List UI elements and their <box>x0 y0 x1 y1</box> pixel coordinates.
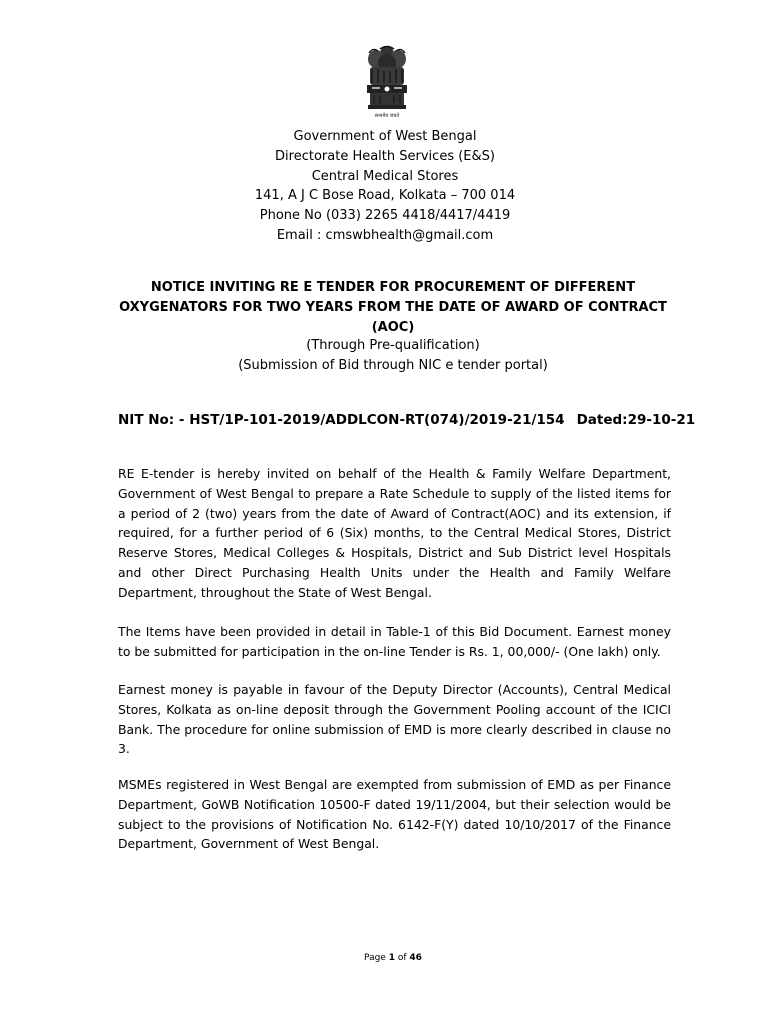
submission-note: (Submission of Bid through NIC e tender portal) <box>238 357 548 373</box>
email-address: Email : cmswbhealth@gmail.com <box>276 227 494 243</box>
of-label: of <box>397 953 407 963</box>
paragraph-msme-exemption: MSMEs registered in West Bengal are exempted from submission of EMD as per Finance Department, GoWB Notification 10500-F dated 19/11/2004, but their selection would be subject to the provisions of Notification No. 6142-F(Y) dated 10/10/2017 of the Finance Department, Government of West Bengal. <box>118 777 671 852</box>
directorate-name: Directorate Health Services (E&S) <box>275 148 495 164</box>
page-label: Page <box>364 953 386 963</box>
government-name: Government of West Bengal <box>293 129 477 144</box>
nit-date: Dated:29-10-21 <box>576 412 696 428</box>
nit-number: NIT No: - HST/1P-101-2019/ADDLCON-RT(074)/2019-21/154 <box>118 412 565 428</box>
street-address: 141, A J C Bose Road, Kolkata – 700 014 <box>254 188 516 204</box>
current-page-number: 1 <box>388 953 395 963</box>
prequalification-note: (Through Pre-qualification) <box>306 338 480 353</box>
notice-title: NOTICE INVITING RE E TENDER FOR PROCUREMENT OF DIFFERENT OXYGENATORS FOR TWO YEARS FROM THE DATE OF AWARD OF CONTRACT (AOC) <box>119 280 667 335</box>
paragraph-tender-invitation: RE E-tender is hereby invited on behalf of the Health & Family Welfare Department, Government of West Bengal to prepare a Rate Schedule to supply of the listed items for a period of 2 (two) years from the date of Award of Contract(AOC) and its extension, if required, for a further period of 6 (Six) months, to the Central Medical Stores, District Reserve Stores, Medical Colleges & Hospitals, District and Sub District level Hospitals and other Direct Purchasing Health Units under the Health and Family Welfare Department, throughout the State of West Bengal. <box>118 466 671 600</box>
emblem-motto: सत्यमेव जयते <box>374 113 400 119</box>
office-address-block <box>0 127 770 246</box>
page-footer <box>0 952 770 964</box>
total-pages-number: 46 <box>409 953 422 963</box>
state-emblem-icon <box>360 43 414 113</box>
phone-number: Phone No (033) 2265 4418/4417/4419 <box>259 208 511 224</box>
paragraph-emd-payment: Earnest money is payable in favour of the Deputy Director (Accounts), Central Medical Stores, Kolkata as on-line deposit through the Government Pooling account of the ICICI Bank. The procedure for online submission of EMD is more clearly described in clause no 3. <box>118 682 671 757</box>
office-name: Central Medical Stores <box>311 168 459 184</box>
notice-subtitle <box>0 336 770 376</box>
paragraph-earnest-money: The Items have been provided in detail in Table-1 of this Bid Document. Earnest money to be submitted for participation in the on-line Tender is Rs. 1, 00,000/- (One lakh) only. <box>118 624 671 659</box>
emblem <box>360 43 414 121</box>
nit-line <box>118 410 695 430</box>
